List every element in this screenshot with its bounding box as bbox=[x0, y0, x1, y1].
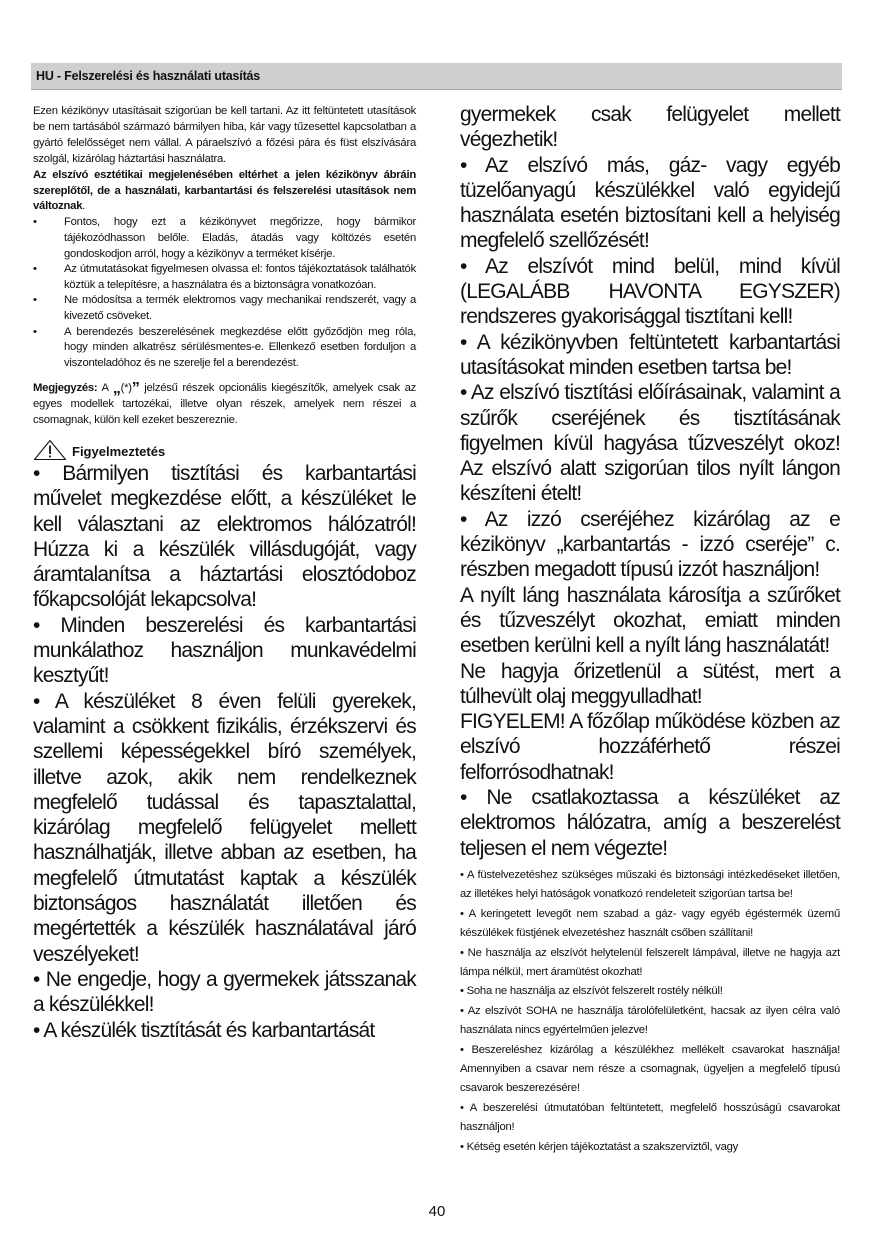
note-label: Megjegyzés: bbox=[33, 382, 98, 395]
note-close-quote: ” bbox=[131, 380, 140, 398]
list-item: • Kétség esetén kérjen tájékoztatást a szakszerviztől, vagy bbox=[460, 1140, 739, 1153]
warning-paragraph: • Ne csatlakoztassa a készüléket az elektromos hálózatra, amíg a beszerelést teljesen el nem végezte! bbox=[460, 786, 840, 860]
list-item: • A keringetett levegőt nem szabad a gáz- vagy egyéb égéstermék üzemű készülékek füstjének elvezetéshez használt csőben szállítani! bbox=[460, 907, 840, 940]
list-item: • A berendezés beszerelésének megkezdése előtt győződjön meg róla, hogy minden alkatrész sérülésmentes-e. Ellenkező esetben forduljon a viszonteladóhoz és ne szerelje fel a berendezést. bbox=[33, 325, 416, 372]
bold-notice-text: Az elszívó esztétikai megjelenésében eltérhet a jelen kézikönyv ábráin szereplőtől, de a használati, karbantartási és felszerelési utasítások nem változnak bbox=[33, 168, 416, 213]
note-open-quote: „ bbox=[112, 380, 121, 398]
bold-notice bbox=[33, 168, 416, 216]
list-item: • Fontos, hogy ezt a kézikönyvet megőrizze, hogy bármikor tájékozódhasson belőle. Eladás, átadás vagy költözés esetén gondoskodjon arról, hogy a kézikönyv a terméket kísérje. bbox=[33, 215, 416, 262]
list-item: • A beszerelési útmutatóban feltüntetett, megfelelő hosszúságú csavarokat használjon! bbox=[460, 1101, 840, 1134]
warning-heading bbox=[33, 443, 416, 461]
warning-paragraph: A nyílt láng használata károsítja a szűrőket és tűzveszélyt okozhat, emiatt minden esetben kerülni kell a nyílt láng használatát! bbox=[460, 583, 840, 658]
warning-paragraph: • Az elszívó tisztítási előírásainak, valamint a szűrők cseréjének és tisztításának figyelmen kívül hagyása tűzveszélyt okoz! Az elszívó alatt szigorúan tilos nyílt lángon készíteni ételt! bbox=[460, 381, 840, 506]
warning-paragraph: gyermekek csak felügyelet mellett végezhetik! bbox=[460, 103, 840, 152]
left-column bbox=[33, 104, 416, 1043]
warning-paragraph: FIGYELEM! A főzőlap működése közben az elszívó hozzáférhető részei felforrósodhatnak! bbox=[460, 710, 840, 784]
warning-paragraph: • A készüléket 8 éven felüli gyerekek, valamint a csökkent fizikális, érzékszervi és szellemi képességekkel bíró személyek, illetve azok, akik nem rendelkeznek megfelelő tudással és tapasztalattal, kizárólag megfelelő felügyelet mellett használhatják, illetve abban az esetben, ha megfelelő útmutatást kaptak a készülék biztonságos használatát illetően és megértették a készülék használatával járó veszélyeket! bbox=[33, 689, 416, 966]
list-item: • Ne használja az elszívót helytelenül felszerelt lámpával, illetve ne hagyja azt lámpa nélkül, mert áramütést okozhat! bbox=[460, 946, 840, 978]
list-item: • A füstelvezetéshez szükséges műszaki és biztonsági intézkedéseket illetően, az illetékes helyi hatóságok vonatkozó rendeleteit szigorúan tartsa be! bbox=[460, 868, 840, 901]
list-item: • Soha ne használja az elszívót felszerelt rostély nélkül! bbox=[460, 985, 723, 998]
note-a: A bbox=[101, 382, 109, 395]
section-title: HU - Felszerelési és használati utasítás bbox=[36, 69, 261, 83]
warning-paragraph: Ne hagyja őrizetlenül a sütést, mert a túlhevült olaj meggyulladhat! bbox=[460, 659, 840, 708]
right-column bbox=[460, 102, 840, 1157]
list-item: • Beszereléshez kizárólag a készülékhez mellékelt csavarokat használja! Amennyiben a csavar nem része a csomagnak, ügyeljen a megfelelő típusú csavarok beszerezésére! bbox=[460, 1043, 840, 1095]
warning-paragraph: • Az elszívót mind belül, mind kívül (LEGALÁBB HAVONTA EGYSZER) rendszeres gyakorisággal tisztítani kell! bbox=[460, 254, 840, 329]
list-item: • Az elszívót SOHA ne használja tárolófelületként, hacsak az ilyen célra való használata nincs egyértelműen jelezve! bbox=[460, 1004, 840, 1037]
bold-notice-end: . bbox=[82, 200, 86, 213]
list-item: • Ne módosítsa a termék elektromos vagy mechanikai rendszerét, vagy a kivezető csöveket. bbox=[33, 293, 416, 324]
warning-paragraph: • Az izzó cseréjéhez kizárólag az e kézikönyv „karbantartás - izzó cseréje” c. részben megadott típusú izzót használjon! bbox=[460, 507, 840, 582]
warning-paragraph: • Az elszívó más, gáz- vagy egyéb tüzelőanyagú készülékkel való egyidejű használata esetén biztosítani kell a helyiség megfelelő szellőzését! bbox=[460, 153, 840, 253]
warning-paragraph: • A készülék tisztítását és karbantartását bbox=[33, 1018, 375, 1042]
note-paragraph bbox=[33, 381, 416, 429]
page-number: 40 bbox=[428, 1203, 446, 1220]
list-item: • Az útmutatásokat figyelmesen olvassa el: fontos tájékoztatások találhatók köztük a telepítésre, a használatra és a biztonságra vonatkozóan. bbox=[33, 262, 416, 293]
note-text: jelzésű részek opcionális kiegészítők, amelyek csak az egyes modellek tartozékai, illetve olyan részek, amelyek nem részei a csomagnak, külön kell ezeket beszereznie. bbox=[33, 382, 417, 427]
note-mark: (*) bbox=[120, 382, 132, 395]
warning-paragraph: • Ne engedje, hogy a gyermekek játsszanak a készülékkel! bbox=[33, 967, 416, 1017]
section-header bbox=[31, 63, 842, 90]
instruction-list bbox=[33, 215, 416, 371]
intro-paragraph: Ezen kézikönyv utasításait szigorúan be kell tartani. Az itt feltüntetett utasítások be nem tartásából származó bármilyen hiba, kár vagy tűzesettel kapcsolatban a gyártó felelősséget nem vállal. A páraelszívó a főzési pára és füst elszívására szolgál, kizárólag háztartási használatra. bbox=[33, 105, 416, 165]
warning-paragraph: • Minden beszerelési és karbantartási munkálathoz használjon munkavédelmi kesztyűt! bbox=[33, 613, 416, 688]
warning-paragraph: • Bármilyen tisztítási és karbantartási művelet megkezdése előtt, a készüléket le kell választani az elektromos hálózatról! Húzza ki a készülék villásdugóját, vagy áramtalanítsa a háztartási elosztódoboz főkapcsolóját lekapcsolva! bbox=[33, 462, 416, 612]
safety-list bbox=[460, 866, 840, 1157]
warning-triangle-icon bbox=[33, 439, 67, 461]
warning-paragraph: • A kézikönyvben feltüntetett karbantartási utasításokat minden esetben tartsa be! bbox=[460, 330, 840, 379]
warning-title: Figyelmeztetés bbox=[72, 444, 166, 459]
